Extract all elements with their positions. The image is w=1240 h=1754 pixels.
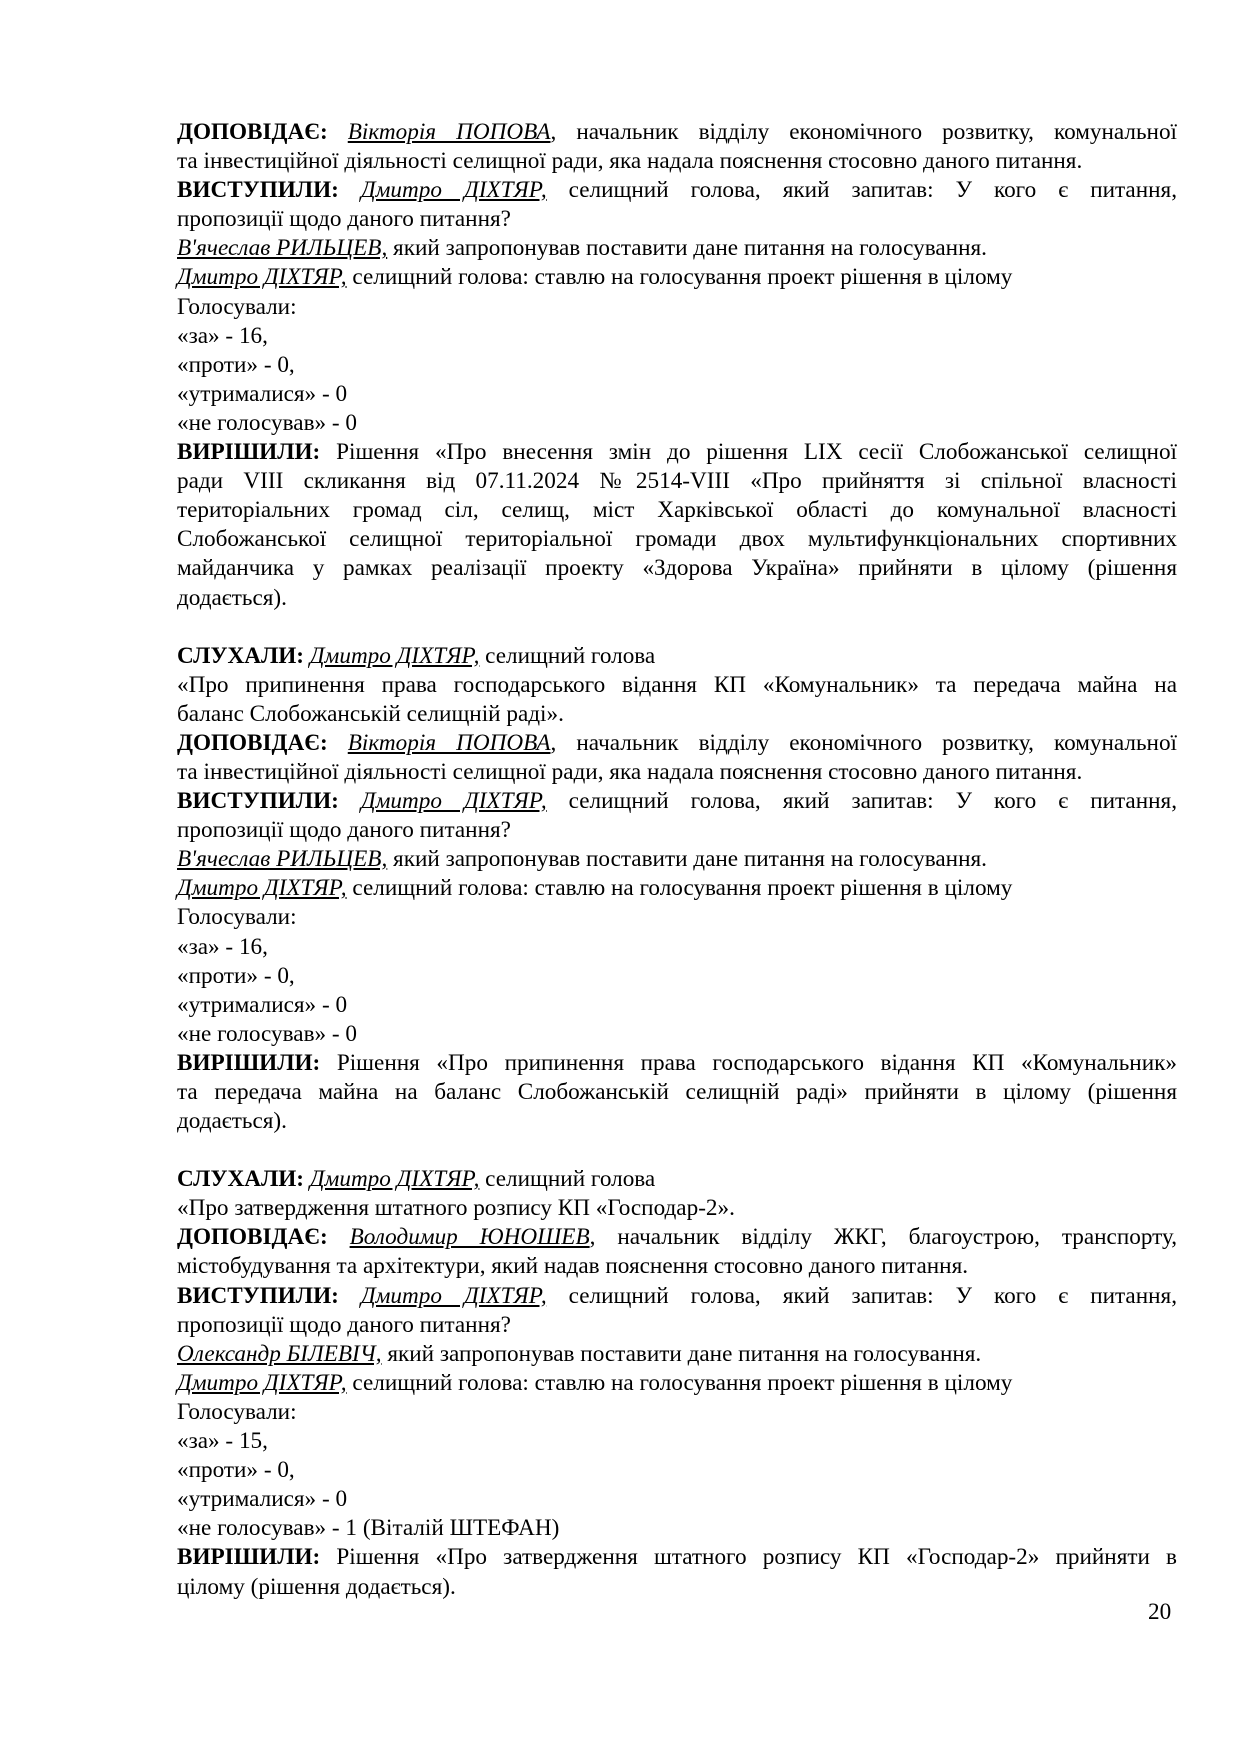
proposer-name: В'ячеслав РИЛЬЦЕВ, — [177, 846, 388, 873]
chair-name: Дмитро ДІХТЯР, — [177, 1369, 347, 1396]
page-number: 20 — [1148, 1599, 1172, 1625]
chair-line — [177, 874, 1177, 903]
document-page — [177, 118, 1177, 1602]
decided-line — [177, 1543, 1177, 1572]
decided-text: Рішення «Про внесення змін до рішення LIX сесії Слобожанської селищної — [320, 439, 1177, 466]
report-line-2: та інвестиційної діяльності селищної ради, яка надала пояснення стосовно даного питання. — [177, 148, 1083, 175]
proposer-text: який запропонував поставити дане питання на голосування. — [387, 846, 987, 873]
decided-label: ВИРІШИЛИ: — [177, 439, 321, 466]
proposer-text: який запропонував поставити дане питання на голосування. — [387, 235, 987, 262]
vote-abstained: «утрималися» - 0 — [177, 1486, 348, 1513]
vote-against: «проти» - 0, — [177, 962, 295, 989]
agenda-item-1 — [177, 118, 1177, 613]
agenda-item-3 — [177, 1165, 1177, 1601]
spoke-line-2: пропозиції щодо даного питання? — [177, 817, 511, 844]
report-label: ДОПОВІДАЄ: — [177, 729, 328, 756]
heard-text: селищний голова — [479, 642, 656, 669]
vote-for: «за» - 16, — [177, 322, 268, 349]
spoke-text: селищний голова, який запитав: У кого є питання, — [546, 788, 1177, 815]
vote-against: «проти» - 0, — [177, 1457, 295, 1484]
proposer-text: який запропонував поставити дане питання на голосування. — [381, 1340, 982, 1367]
heard-name: Дмитро ДІХТЯР, — [309, 1166, 480, 1193]
heard-name: Дмитро ДІХТЯР, — [309, 642, 480, 669]
proposer-line — [177, 845, 1177, 874]
vote-for: «за» - 16, — [177, 933, 268, 960]
report-line — [177, 118, 1177, 147]
decided-text: Рішення «Про припинення права господарського відання КП «Комунальник» — [320, 1049, 1177, 1076]
chair-name: Дмитро ДІХТЯР, — [177, 875, 347, 902]
report-line — [177, 729, 1177, 758]
reporter-name: Вікторія ПОПОВА — [347, 119, 551, 145]
chair-name: Дмитро ДІХТЯР, — [177, 264, 347, 291]
chair-text: селищний голова: ставлю на голосування проект рішення в цілому — [346, 1369, 1013, 1396]
decided-line: територіальних громад сіл, селищ, міст Харківської області до комунальної власності — [177, 497, 1177, 524]
report-text: , начальник відділу ЖКГ, благоустрою, транспорту, — [589, 1224, 1178, 1251]
reporter-name: Володимир ЮНОШЕВ — [349, 1224, 590, 1251]
proposer-line — [177, 234, 1177, 263]
chair-line — [177, 263, 1177, 292]
report-label: ДОПОВІДАЄ: — [177, 1224, 328, 1251]
report-line — [177, 1223, 1177, 1252]
proposer-name: Олександр БІЛЕВІЧ, — [177, 1340, 382, 1367]
speaker-name: Дмитро ДІХТЯР, — [360, 177, 547, 204]
reporter-name: Вікторія ПОПОВА — [347, 729, 551, 756]
decided-line: Слобожанської селищної територіальної громади двох мультифункціональних спортивних — [177, 526, 1177, 553]
vote-abstained: «утрималися» - 0 — [177, 991, 348, 1018]
decided-line-last: цілому (рішення додається). — [177, 1573, 456, 1600]
decided-label: ВИРІШИЛИ: — [177, 1544, 321, 1571]
decided-line — [177, 1049, 1177, 1078]
chair-text: селищний голова: ставлю на голосування проект рішення в цілому — [346, 264, 1013, 291]
heard-label: СЛУХАЛИ: — [177, 642, 304, 669]
topic-line-2: баланс Слобожанській селищній раді». — [177, 700, 564, 727]
heard-label: СЛУХАЛИ: — [177, 1166, 304, 1193]
spoke-line — [177, 176, 1177, 205]
vote-not-voted: «не голосував» - 0 — [177, 409, 358, 436]
proposer-name: В'ячеслав РИЛЬЦЕВ, — [177, 235, 388, 262]
spoke-line-2: пропозиції щодо даного питання? — [177, 1311, 511, 1338]
decided-text: Рішення «Про затвердження штатного розпису КП «Господар-2» прийняти в — [320, 1544, 1177, 1571]
spoke-text: селищний голова, який запитав: У кого є питання, — [546, 177, 1177, 204]
vote-not-voted: «не голосував» - 1 (Віталій ШТЕФАН) — [177, 1515, 560, 1542]
chair-text: селищний голова: ставлю на голосування проект рішення в цілому — [346, 875, 1013, 902]
vote-for: «за» - 15, — [177, 1428, 268, 1455]
agenda-item-2 — [177, 642, 1177, 1137]
spoke-line-2: пропозиції щодо даного питання? — [177, 206, 511, 233]
decided-line: ради VIII скликання від 07.11.2024 №2514-VIII «Про прийняття зі спільної власності — [177, 468, 1177, 495]
spoke-text: селищний голова, який запитав: У кого є питання, — [546, 1282, 1177, 1309]
decided-line — [177, 438, 1177, 467]
spoke-label: ВИСТУПИЛИ: — [177, 1282, 339, 1309]
heard-text: селищний голова — [479, 1166, 656, 1193]
decided-line-last: додається). — [177, 1108, 287, 1135]
proposer-line — [177, 1340, 1177, 1369]
decided-line: та передача майна на баланс Слобожанській селищній раді» прийняти в цілому (рішення — [177, 1079, 1177, 1105]
decided-line: майданчика у рамках реалізації проекту «Здорова Україна» прийняти в цілому (рішення — [177, 555, 1177, 582]
vote-abstained: «утрималися» - 0 — [177, 380, 348, 407]
speaker-name: Дмитро ДІХТЯР, — [360, 788, 547, 815]
vote-against: «проти» - 0, — [177, 351, 295, 378]
speaker-name: Дмитро ДІХТЯР, — [360, 1282, 547, 1309]
report-line-2: містобудування та архітектури, який надав пояснення стосовно даного питання. — [177, 1253, 969, 1280]
report-text: , начальник відділу економічного розвитку, комунальної — [550, 729, 1177, 756]
vote-not-voted: «не голосував» - 0 — [177, 1020, 358, 1047]
decided-line-last: додається). — [177, 584, 287, 611]
heard-line — [177, 642, 1177, 671]
topic-line: «Про припинення права господарського відання КП «Комунальник» та передача майна на — [177, 671, 1177, 698]
spoke-line — [177, 1282, 1177, 1311]
report-label: ДОПОВІДАЄ: — [177, 119, 328, 145]
voted-label: Голосували: — [177, 904, 297, 931]
decided-label: ВИРІШИЛИ: — [177, 1049, 321, 1076]
chair-line — [177, 1369, 1177, 1398]
report-text: , начальник відділу економічного розвитку, комунальної — [550, 119, 1177, 145]
spoke-label: ВИСТУПИЛИ: — [177, 788, 339, 815]
voted-label: Голосували: — [177, 1398, 297, 1425]
spoke-line — [177, 787, 1177, 816]
topic-line: «Про затвердження штатного розпису КП «Господар-2». — [177, 1195, 735, 1222]
report-line-2: та інвестиційної діяльності селищної ради, яка надала пояснення стосовно даного питання. — [177, 758, 1083, 785]
voted-label: Голосували: — [177, 293, 297, 320]
heard-line — [177, 1165, 1177, 1194]
spoke-label: ВИСТУПИЛИ: — [177, 177, 339, 204]
